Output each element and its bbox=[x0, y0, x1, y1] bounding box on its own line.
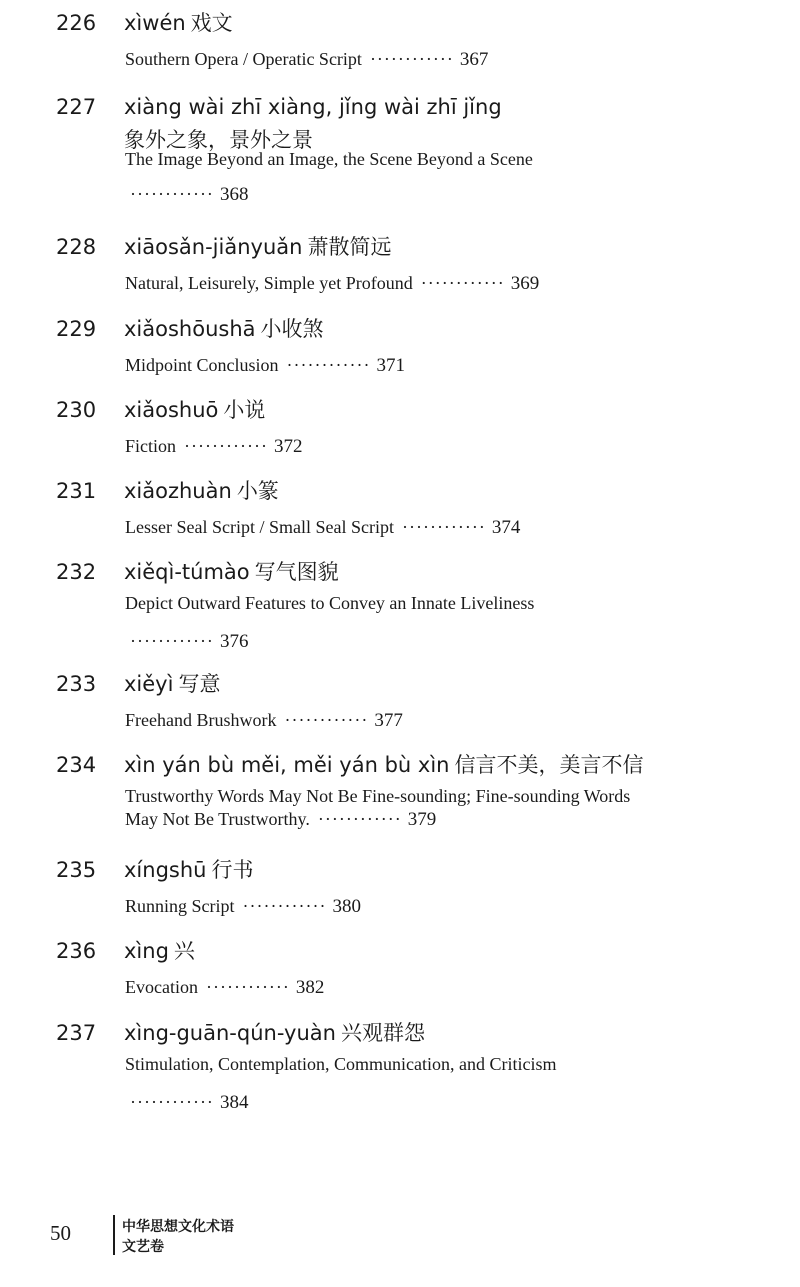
entry-number: 226 bbox=[56, 11, 97, 35]
entry-term bbox=[124, 856, 253, 884]
entry-page-number[interactable]: 384 bbox=[219, 1092, 249, 1113]
entry-hanzi: 信言不美，美言不信 bbox=[454, 753, 644, 777]
entry-pinyin: xiǎoshuō bbox=[124, 398, 219, 422]
entry-hanzi: 象外之象，景外之景 bbox=[124, 128, 313, 152]
entry-translation-line-1: Trustworthy Words May Not Be Fine-sounding; Fine-sounding Words bbox=[125, 786, 631, 806]
entry-pinyin: xiāosǎn-jiǎnyuǎn bbox=[124, 235, 303, 259]
entry-translation: May Not Be Trustworthy. bbox=[125, 809, 310, 829]
entry-page-number[interactable]: 377 bbox=[374, 710, 403, 731]
entry-pinyin: xíngshū bbox=[124, 858, 207, 882]
entry-translation-line bbox=[125, 353, 405, 378]
entry-page-line bbox=[125, 629, 248, 654]
entry-number: 235 bbox=[56, 858, 97, 882]
entry-page-number[interactable]: 369 bbox=[510, 273, 540, 294]
entry-number: 234 bbox=[56, 753, 97, 777]
dot-leader: ············ bbox=[242, 896, 327, 916]
entry-translation-line bbox=[125, 271, 539, 296]
entry-term bbox=[124, 396, 265, 424]
entry-term bbox=[124, 233, 391, 261]
entry-pinyin: xiǎozhuàn bbox=[124, 479, 232, 503]
entry-pinyin: xìn yán bù měi, měi yán bù xìn bbox=[124, 753, 450, 777]
dot-leader: ············ bbox=[205, 977, 290, 997]
dot-leader: ············ bbox=[130, 184, 214, 204]
entry-page-number[interactable]: 376 bbox=[219, 631, 249, 652]
entry-hanzi: 小篆 bbox=[236, 479, 279, 503]
entry-translation: Freehand Brushwork bbox=[125, 710, 277, 730]
entry-translation: The Image Beyond an Image, the Scene Beyond a Scene bbox=[125, 149, 533, 169]
entry-translation-line bbox=[125, 708, 403, 733]
entry-hanzi: 兴 bbox=[173, 939, 195, 963]
dot-leader: ············ bbox=[317, 809, 402, 829]
entry-page-number[interactable]: 382 bbox=[295, 977, 325, 998]
entry-page-number[interactable]: 371 bbox=[376, 355, 405, 376]
entry-term bbox=[124, 9, 233, 37]
entry-hanzi: 萧散简远 bbox=[307, 235, 392, 259]
entry-hanzi: 行书 bbox=[211, 858, 254, 882]
entry-hanzi: 写意 bbox=[178, 672, 221, 696]
entry-number: 236 bbox=[56, 939, 97, 963]
dot-leader: ············ bbox=[284, 710, 369, 730]
dot-leader: ············ bbox=[130, 1092, 214, 1112]
dot-leader: ············ bbox=[286, 355, 371, 375]
entry-pinyin: xìng-guān-qún-yuàn bbox=[124, 1021, 336, 1045]
entry-pinyin: xìng bbox=[124, 939, 169, 963]
entry-number: 233 bbox=[56, 672, 97, 696]
entry-page-number[interactable]: 367 bbox=[459, 49, 489, 70]
entry-page-line bbox=[125, 182, 248, 207]
entry-translation-line bbox=[125, 975, 324, 1000]
dot-leader: ············ bbox=[369, 49, 454, 69]
entry-translation: Fiction bbox=[125, 436, 177, 456]
entry-number: 227 bbox=[56, 95, 97, 119]
entry-number: 229 bbox=[56, 317, 97, 341]
entry-page-number[interactable]: 372 bbox=[273, 436, 303, 457]
entry-term bbox=[124, 937, 195, 965]
volume-title: 文艺卷 bbox=[122, 1239, 164, 1255]
entry-translation: Stimulation, Contemplation, Communication, and Criticism bbox=[125, 1054, 557, 1074]
series-title: 中华思想文化术语 bbox=[122, 1219, 234, 1235]
entry-translation: Evocation bbox=[125, 977, 198, 997]
entry-pinyin: xìwén bbox=[124, 11, 186, 35]
entry-page-number[interactable]: 380 bbox=[332, 896, 361, 917]
entry-translation: Southern Opera / Operatic Script bbox=[125, 49, 362, 69]
entry-number: 231 bbox=[56, 479, 97, 503]
entry-translation-line bbox=[125, 47, 488, 72]
entry-pinyin: xiàng wài zhī xiàng, jǐng wài zhī jǐng bbox=[124, 95, 502, 119]
entry-pinyin: xiěyì bbox=[124, 672, 174, 696]
page-number: 50 bbox=[50, 1221, 71, 1245]
entry-translation-line-2 bbox=[125, 807, 436, 832]
entry-hanzi: 写气图貌 bbox=[254, 560, 339, 584]
footer-divider bbox=[113, 1215, 115, 1255]
entry-term bbox=[124, 670, 220, 698]
entry-translation: Depict Outward Features to Convey an Innate Liveliness bbox=[125, 593, 535, 613]
entry-hanzi: 小收煞 bbox=[260, 317, 324, 341]
entry-translation: Natural, Leisurely, Simple yet Profound bbox=[125, 273, 413, 293]
entry-pinyin: xiǎoshōushā bbox=[124, 317, 256, 341]
entry-page-line bbox=[125, 1090, 248, 1115]
entry-term bbox=[124, 315, 324, 343]
entry-translation-line bbox=[125, 894, 361, 919]
entry-pinyin: xiěqì-túmào bbox=[124, 560, 250, 584]
entry-page-number[interactable]: 379 bbox=[407, 809, 437, 830]
entry-translation: Lesser Seal Script / Small Seal Script bbox=[125, 517, 394, 537]
entry-page-number[interactable]: 368 bbox=[219, 184, 249, 205]
entry-translation: Running Script bbox=[125, 896, 235, 916]
dot-leader: ············ bbox=[184, 436, 268, 456]
entry-term bbox=[124, 751, 643, 779]
entry-hanzi: 戏文 bbox=[190, 11, 233, 35]
entry-term bbox=[124, 1019, 425, 1047]
entry-translation-line bbox=[125, 434, 302, 459]
dot-leader: ············ bbox=[401, 517, 486, 537]
entry-hanzi: 小说 bbox=[223, 398, 266, 422]
dot-leader: ············ bbox=[130, 631, 214, 651]
entry-translation-line bbox=[125, 515, 520, 540]
entry-number: 230 bbox=[56, 398, 97, 422]
entry-page-number[interactable]: 374 bbox=[491, 517, 521, 538]
entry-hanzi: 兴观群怨 bbox=[340, 1021, 425, 1045]
entry-term bbox=[124, 477, 279, 505]
entry-number: 237 bbox=[56, 1021, 97, 1045]
entry-number: 232 bbox=[56, 560, 97, 584]
entry-term bbox=[124, 558, 339, 586]
entry-translation: Midpoint Conclusion bbox=[125, 355, 279, 375]
dot-leader: ············ bbox=[420, 273, 505, 293]
entry-number: 228 bbox=[56, 235, 97, 259]
